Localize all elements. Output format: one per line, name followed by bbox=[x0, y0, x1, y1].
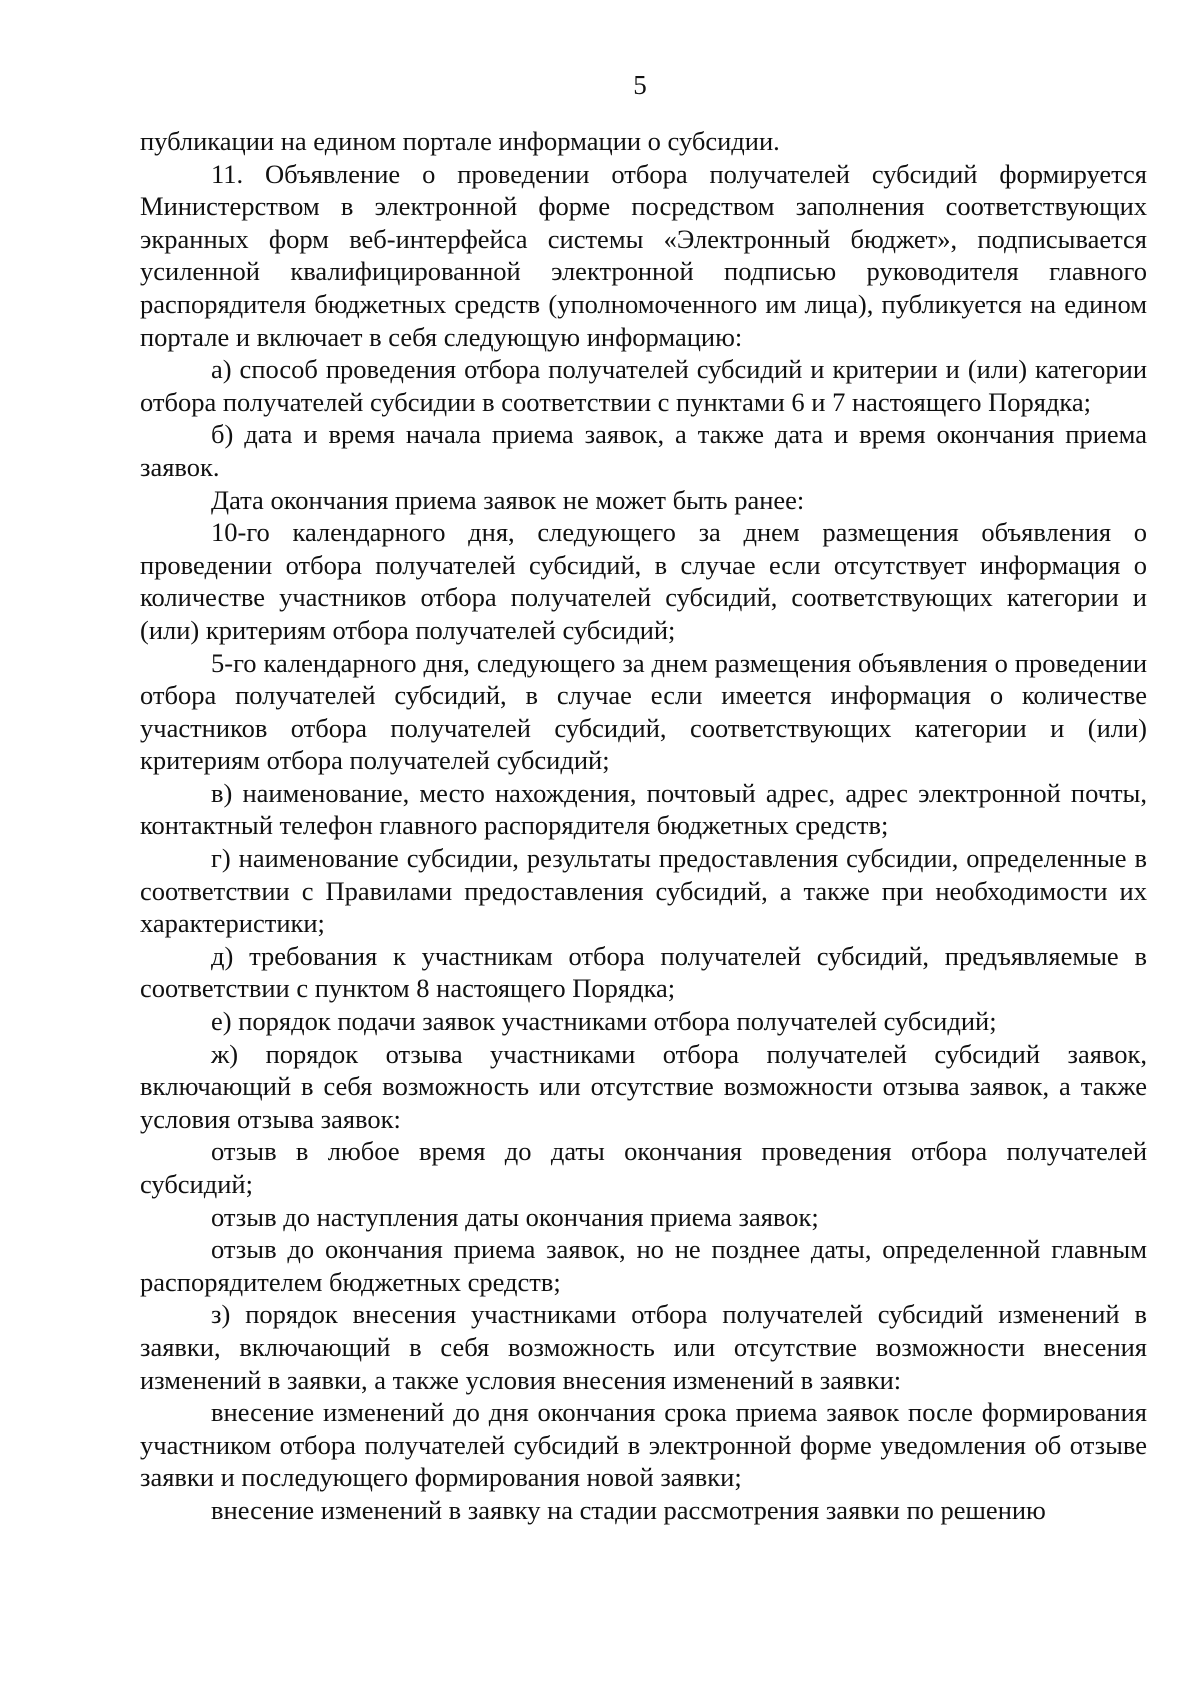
page-number: 5 bbox=[633, 70, 647, 100]
paragraph: б) дата и время начала приема заявок, а также дата и время окончания приема заявок. bbox=[140, 419, 1147, 482]
document-body bbox=[140, 125, 1147, 1527]
paragraph: отзыв до окончания приема заявок, но не позднее даты, определенной главным распорядителем бюджетных средств; bbox=[140, 1234, 1147, 1297]
paragraph: 5-го календарного дня, следующего за днем размещения объявления о проведении отбора получателей субсидий, в случае если имеется информация о количестве участников отбора получателей субсидий, соответствующих категории и (или) критериям отбора получателей субсидий; bbox=[140, 647, 1147, 776]
paragraph: Дата окончания приема заявок не может быть ранее: bbox=[211, 484, 805, 515]
paragraph: 11. Объявление о проведении отбора получателей субсидий формируется Министерством в электронной форме посредством заполнения соответствующих экранных форм веб-интерфейса системы «Электронный бюджет», подписывается усиленной квалифицированной электронной подписью руководителя главного распорядителя бюджетных средств (уполномоченного им лица), публикуется на едином портале и включает в себя следующую информацию: bbox=[140, 158, 1147, 352]
paragraph: отзыв в любое время до даты окончания проведения отбора получателей субсидий; bbox=[140, 1136, 1147, 1199]
paragraph: отзыв до наступления даты окончания приема заявок; bbox=[211, 1201, 819, 1232]
paragraph: внесение изменений до дня окончания срока приема заявок после формирования участником отбора получателей субсидий в электронной форме уведомления об отзыве заявки и последующего формирования новой заявки; bbox=[140, 1397, 1147, 1493]
paragraph: д) требования к участникам отбора получателей субсидий, предъявляемые в соответствии с пунктом 8 настоящего Порядка; bbox=[140, 940, 1147, 1004]
paragraph: з) порядок внесения участниками отбора получателей субсидий изменений в заявки, включающий в себя возможность или отсутствие возможности внесения изменений в заявки, а также условия внесения изменений в заявки: bbox=[140, 1299, 1147, 1395]
paragraph: а) способ проведения отбора получателей субсидий и критерии и (или) категории отбора получателей субсидии в соответствии с пунктами 6 и 7 настоящего Порядка; bbox=[140, 354, 1147, 417]
paragraph: 10-го календарного дня, следующего за днем размещения объявления о проведении отбора получателей субсидий, в случае если отсутствует информация о количестве участников отбора получателей субсидий, соответствующих категории и (или) критериям отбора получателей субсидий; bbox=[140, 517, 1147, 645]
paragraph: г) наименование субсидии, результаты предоставления субсидии, определенные в соответствии с Правилами предоставления субсидий, а также при необходимости их характеристики; bbox=[140, 843, 1147, 939]
paragraph: внесение изменений в заявку на стадии рассмотрения заявки по решению bbox=[211, 1494, 1046, 1525]
paragraph: е) порядок подачи заявок участниками отбора получателей субсидий; bbox=[211, 1006, 997, 1037]
paragraph: в) наименование, место нахождения, почтовый адрес, адрес электронной почты, контактный телефон главного распорядителя бюджетных средств; bbox=[140, 777, 1147, 841]
paragraph: публикации на едином портале информации о субсидии. bbox=[140, 126, 780, 156]
paragraph: ж) порядок отзыва участниками отбора получателей субсидий заявок, включающий в себя возможность или отсутствие возможности отзыва заявок, а также условия отзыва заявок: bbox=[140, 1038, 1147, 1134]
